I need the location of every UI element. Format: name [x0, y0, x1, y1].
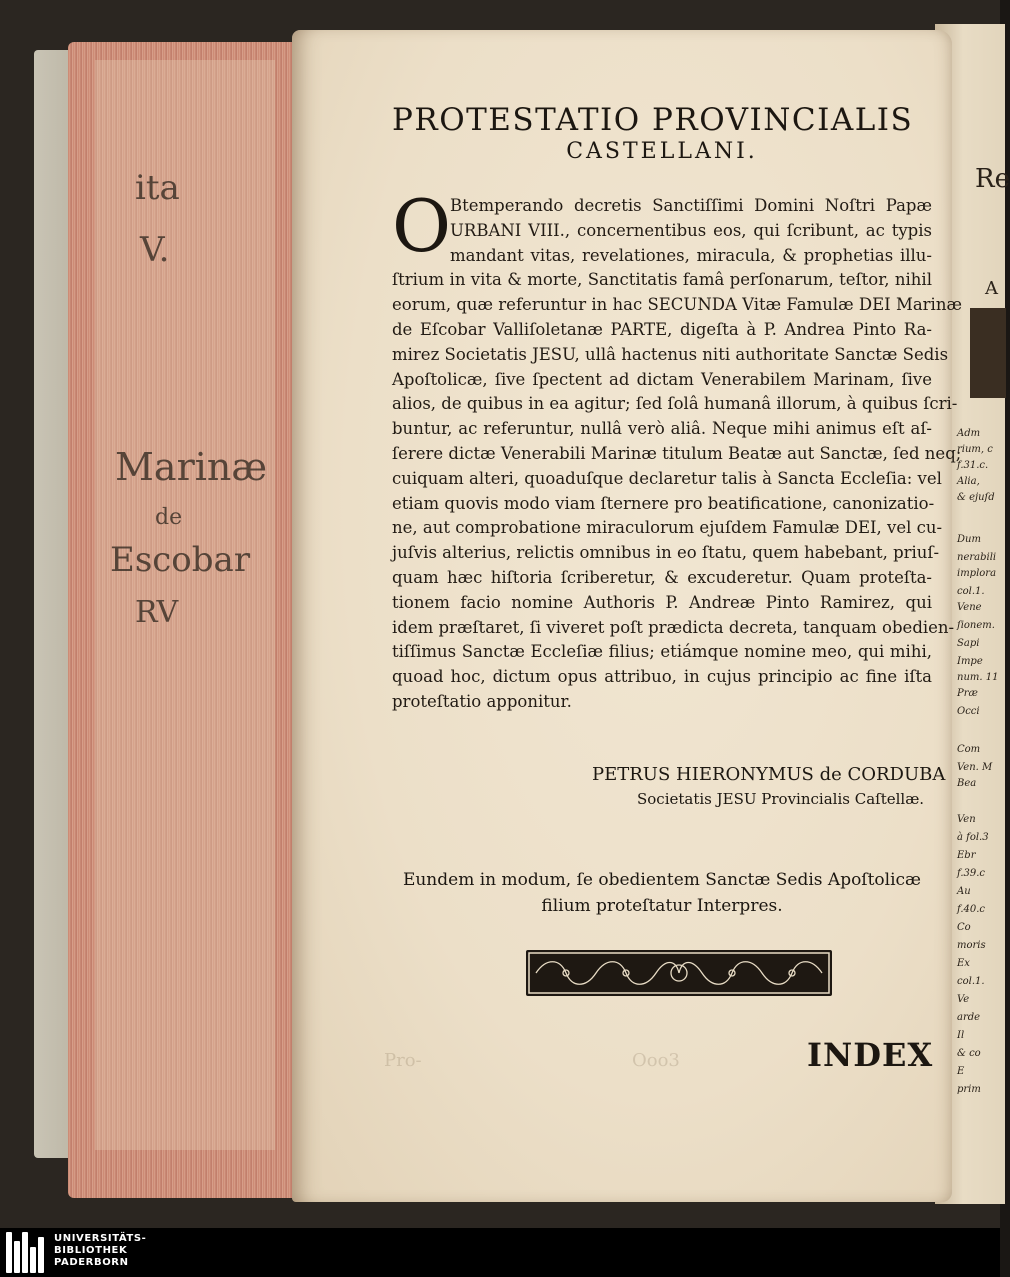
interpres-note-line1: Eundem in modum, ſe obedientem Sanctæ Sedis Apoſtolicæ — [402, 870, 922, 890]
drop-cap: O — [392, 184, 452, 268]
margin-note: arde — [957, 1012, 981, 1023]
show-through-text: Pro- — [384, 1050, 422, 1071]
margin-note: num. 11 — [957, 672, 999, 683]
margin-note: nerabili — [957, 552, 997, 563]
body-line: de Eſcobar Valliſoletanæ PARTE, digeſta à P. Andrea Pinto Ra- — [392, 319, 932, 339]
right-page-initial — [970, 308, 1006, 398]
margin-note: Ve — [957, 994, 970, 1005]
margin-note: f.40.c — [957, 904, 986, 915]
margin-note: Com — [957, 744, 981, 755]
margin-note: Au — [957, 886, 971, 897]
margin-note: Adm — [957, 428, 981, 439]
signature-title: Societatis JESU Provincialis Caſtellæ. — [637, 790, 925, 808]
margin-note: col.1. — [957, 976, 985, 987]
body-line: quoad hoc, dictum opus attribuo, in cujus principio ac fine iſta — [392, 667, 932, 687]
catchword: INDEX — [807, 1036, 934, 1074]
margin-note: prim — [957, 1084, 981, 1095]
spine-text-2: V. — [140, 230, 170, 270]
margin-note: col.1. — [957, 586, 985, 597]
body-line: buntur, ac referuntur, nullâ verò aliâ. Neque mihi animus eſt aſ- — [392, 419, 932, 439]
spine-text-6: RV — [135, 595, 179, 630]
right-page-heading: Re — [975, 164, 1010, 194]
right-page-subheading: A — [985, 278, 998, 299]
spine-text-5: Escobar — [110, 540, 251, 580]
body-line: tiſſimus Sanctæ Eccleſiæ filius; etiámque nomine meo, qui mihi, — [392, 642, 932, 662]
page-subtitle: CASTELLANI. — [566, 139, 758, 164]
margin-note: Co — [957, 922, 971, 933]
spine-label — [95, 60, 275, 1150]
page-title: PROTESTATIO PROVINCIALIS — [392, 102, 914, 138]
margin-note: rium, c — [957, 444, 993, 455]
ornament-band — [526, 950, 832, 996]
spine-text-3: Marinæ — [115, 445, 268, 489]
body-line: tionem facio nomine Authoris P. Andreæ Pinto Ramirez, qui — [392, 592, 932, 612]
margin-note: f.39.c — [957, 868, 986, 879]
margin-note: Bea — [957, 778, 977, 789]
margin-note: Ven. M — [957, 762, 993, 773]
margin-note: Occi — [957, 706, 980, 717]
margin-note: Sapi — [957, 638, 980, 649]
body-line: alios, de quibus in ea agitur; ſed ſolâ humanâ illorum, à quibus ſcri- — [392, 394, 958, 414]
margin-note: Præ — [957, 688, 978, 699]
margin-note: & ejuſd — [957, 492, 995, 503]
body-line: cuiquam alteri, quoaduſque declaretur talis à Sancta Eccleſia: vel — [392, 468, 942, 488]
spine-text-1: ita — [135, 168, 180, 208]
margin-note: moris — [957, 940, 986, 951]
library-name-line2: BIBLIOTHEK — [54, 1245, 128, 1256]
body-line: quam hæc hiſtoria ſcriberetur, & excuderetur. Quam proteſta- — [392, 567, 932, 587]
signature-name: PETRUS HIERONYMUS de CORDUBA — [592, 764, 946, 785]
body-line: mirez Societatis JESU, ullâ hactenus niti authoritate Sanctæ Sedis — [392, 344, 949, 364]
library-logo-text — [54, 1233, 146, 1269]
body-line: etiam quovis modo viam ſternere pro beatificatione, canonizatio- — [392, 493, 935, 513]
library-name-line3: PADERBORN — [54, 1257, 129, 1268]
library-footer — [0, 1228, 1000, 1277]
margin-note: Impe — [957, 656, 983, 667]
body-line: URBANI VIII., concernentibus eos, qui ſcribunt, ac typis — [450, 220, 932, 240]
library-logo-icon — [6, 1232, 46, 1273]
body-line: ne, aut comprobatione miraculorum ejuſdem Famulæ DEI, vel cu- — [392, 518, 943, 538]
margin-note: Vene — [957, 602, 982, 613]
margin-note: Alia, — [957, 476, 980, 487]
body-line: Apoſtolicæ, ſive ſpectent ad dictam Venerabilem Marinam, ſive — [392, 369, 932, 389]
interpres-note-line2: filium proteſtatur Interpres. — [541, 896, 783, 916]
body-line: mandant vitas, revelationes, miracula, & prophetias illu- — [450, 245, 932, 265]
body-line: eorum, quæ referuntur in hac SECUNDA Vitæ Famulæ DEI Marinæ — [392, 295, 962, 315]
body-line: Btemperando decretis Sanctiſſimi Domini Noſtri Papæ — [450, 196, 932, 215]
body-line: idem præſtaret, ſi viveret poſt prædicta decreta, tanquam obedien- — [392, 617, 955, 637]
margin-note: Ebr — [957, 850, 976, 861]
body-line: proteſtatio apponitur. — [392, 691, 572, 711]
margin-note: Il — [957, 1030, 965, 1041]
body-line: juſvis alterius, relictis omnibus in eo ſtatu, quem habebant, priuſ- — [392, 543, 940, 563]
margin-note: ſionem. — [957, 620, 995, 631]
margin-note: Dum — [957, 534, 981, 545]
show-through-signature: Ooo3 — [632, 1050, 680, 1071]
body-line: ſtrium in vita & morte, Sanctitatis famâ perſonarum, teſtor, nihil — [392, 270, 932, 290]
margin-note: implora — [957, 568, 997, 579]
margin-note: f.31.c. — [957, 460, 989, 471]
spine-text-4: de — [155, 505, 183, 530]
body-text — [392, 194, 962, 715]
library-name-line1: UNIVERSITÄTS- — [54, 1233, 147, 1244]
margin-note: E — [957, 1066, 965, 1077]
body-line: ſerere dictæ Venerabili Marinæ titulum Beatæ aut Sanctæ, ſed neq; — [392, 443, 962, 463]
left-page — [292, 30, 962, 1202]
margin-note: Ex — [957, 958, 970, 969]
margin-note: & co — [957, 1048, 981, 1059]
margin-note: Ven — [957, 814, 976, 825]
margin-note: à fol.3 — [957, 832, 989, 843]
